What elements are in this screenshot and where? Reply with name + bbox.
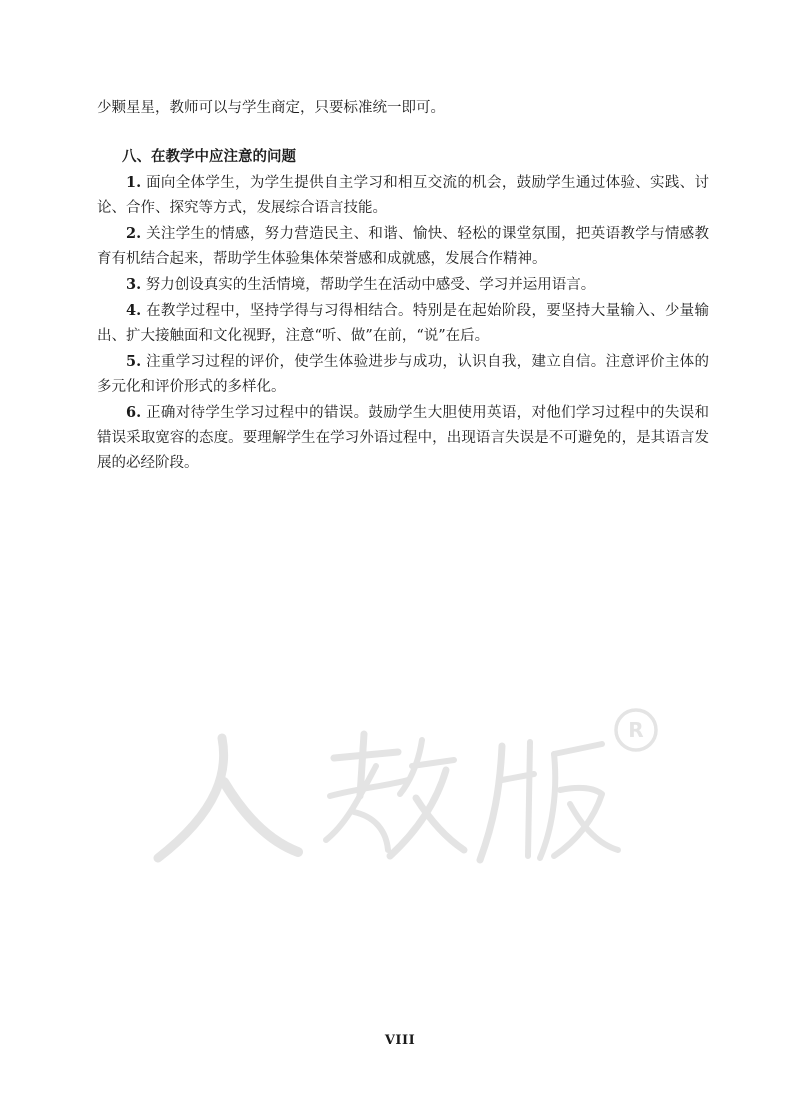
svg-text:R: R xyxy=(628,718,644,742)
item-number: 4. xyxy=(126,302,142,319)
item-text: 注重学习过程的评价，使学生体验进步与成功，认识自我，建立自信。注意评价主体的多元化和评价形式的多样化。 xyxy=(97,354,710,395)
section-heading: 八、在教学中应注意的问题 xyxy=(122,149,296,165)
item-text: 努力创设真实的生活情境，帮助学生在活动中感受、学习并运用语言。 xyxy=(145,277,596,293)
item-number: 1. xyxy=(126,174,142,191)
list-item xyxy=(97,221,709,272)
item-text: 关注学生的情感，努力营造民主、和谐、愉快、轻松的课堂氛围，把英语教学与情感教育有机结合起来，帮助学生体验集体荣誉感和成就感，发展合作精神。 xyxy=(97,226,710,267)
continuation-paragraph: 少颗星星，教师可以与学生商定，只要标准统一即可。 xyxy=(97,100,445,116)
body-text xyxy=(97,96,709,476)
item-text: 正确对待学生学习过程中的错误。鼓励学生大胆使用英语，对他们学习过程中的失误和错误采取宽容的态度。要理解学生在学习外语过程中，出现语言失误是不可避免的，是其语言发展的必经阶段。 xyxy=(97,405,710,471)
item-number: 2. xyxy=(126,225,142,242)
item-text: 在教学过程中，坚持学得与习得相结合。特别是在起始阶段，要坚持大量输入、少量输出、扩大接触面和文化视野，注意“听、做”在前，“说”在后。 xyxy=(97,303,710,344)
item-number: 5. xyxy=(126,353,142,370)
page-number: VIII xyxy=(384,1033,416,1048)
list-item xyxy=(97,400,709,476)
item-text: 面向全体学生，为学生提供自主学习和相互交流的机会，鼓励学生通过体验、实践、讨论、合作、探究等方式，发展综合语言技能。 xyxy=(97,175,710,216)
list-item xyxy=(97,170,709,221)
item-number: 6. xyxy=(126,404,142,421)
item-number: 3. xyxy=(126,276,142,293)
list-item xyxy=(97,298,709,349)
list-item xyxy=(97,349,709,400)
publisher-watermark-logo xyxy=(150,700,670,875)
list-item xyxy=(97,272,709,298)
